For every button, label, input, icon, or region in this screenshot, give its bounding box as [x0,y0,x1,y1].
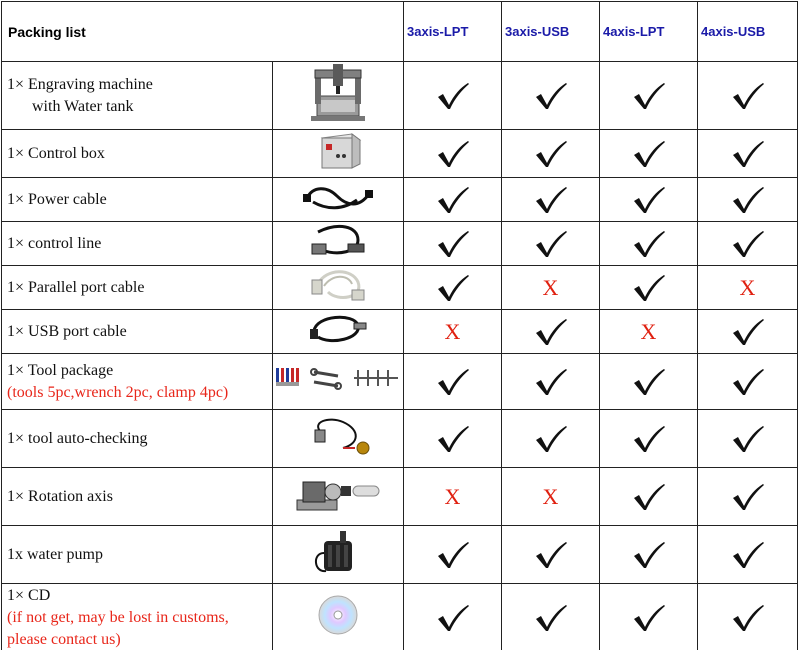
included-cell [698,178,798,222]
item-description [2,468,273,526]
included-cell [502,130,600,178]
check-icon [632,372,666,389]
water-pump-icon [310,564,366,581]
item-picture [273,222,404,266]
item-description [2,584,273,650]
check-icon [731,86,765,103]
check-icon [534,545,568,562]
check-icon [436,278,470,295]
included-cell [698,468,798,526]
rotation-axis-icon [293,503,383,520]
item-name: control line [28,234,102,252]
not-included-cell [698,266,798,310]
item-qty: 1x [7,545,23,563]
item-picture [273,178,404,222]
packing-list-title: Packing list [2,2,404,62]
included-cell [404,178,502,222]
item-name: tool auto-checking [28,429,148,447]
included-cell [404,584,502,650]
included-cell [698,222,798,266]
item-qty: 1× [7,487,25,505]
column-header-4axis-lpt: 4axis-LPT [600,2,698,62]
check-icon [534,86,568,103]
check-icon [534,372,568,389]
check-icon [632,487,666,504]
included-cell [600,178,698,222]
check-icon [534,322,568,339]
check-icon [731,144,765,161]
item-qty: 1× [7,75,25,93]
included-cell [404,62,502,130]
table-row [2,178,798,222]
check-icon [731,487,765,504]
x-icon: X [444,318,461,344]
included-cell [600,222,698,266]
item-description [2,178,273,222]
check-icon [436,372,470,389]
check-icon [436,429,470,446]
item-qty: 1× [7,322,25,340]
item-description [2,526,273,584]
included-cell [404,222,502,266]
item-name: CD [28,586,51,604]
item-name: Tool package [27,361,114,379]
check-icon [436,86,470,103]
not-included-cell [404,310,502,354]
item-picture [273,62,404,130]
check-icon [534,144,568,161]
item-qty: 1× [7,190,25,208]
check-icon [632,429,666,446]
x-icon: X [444,483,461,509]
check-icon [632,278,666,295]
table-row [2,468,798,526]
item-picture [273,584,404,650]
item-name: Control box [28,144,105,162]
table-row [2,526,798,584]
check-icon [632,144,666,161]
included-cell [698,410,798,468]
column-header-4axis-usb: 4axis-USB [698,2,798,62]
cnc-machine-icon [303,111,373,128]
check-icon [632,545,666,562]
included-cell [698,310,798,354]
x-icon: X [739,274,756,300]
item-picture [273,410,404,468]
included-cell [502,222,600,266]
check-icon [731,545,765,562]
included-cell [404,130,502,178]
check-icon [436,144,470,161]
table-row [2,584,798,650]
check-icon [731,429,765,446]
included-cell [404,526,502,584]
included-cell [600,526,698,584]
item-picture [273,266,404,310]
included-cell [600,62,698,130]
included-cell [502,526,600,584]
included-cell [698,526,798,584]
check-icon [632,234,666,251]
check-icon [632,608,666,625]
included-cell [698,584,798,650]
included-cell [698,354,798,410]
item-qty: 1× [7,429,25,447]
check-icon [731,372,765,389]
included-cell [502,354,600,410]
check-icon [436,190,470,207]
included-cell [600,468,698,526]
included-cell [404,354,502,410]
parallel-cable-icon [308,291,368,308]
item-note-line2: please contact us) [7,630,121,648]
control-line-icon [308,247,368,264]
check-icon [632,86,666,103]
check-icon [436,545,470,562]
item-picture [273,526,404,584]
item-picture [273,310,404,354]
item-picture [273,354,404,410]
x-icon: X [542,483,559,509]
item-name-line2: with Water tank [32,97,134,115]
table-row [2,62,798,130]
included-cell [404,266,502,310]
item-qty: 1× [7,278,25,296]
included-cell [600,584,698,650]
check-icon [436,608,470,625]
table-row [2,410,798,468]
item-qty: 1× [7,234,25,252]
item-note: (if not get, may be lost in customs, [7,608,229,626]
not-included-cell [502,468,600,526]
not-included-cell [600,310,698,354]
included-cell [698,62,798,130]
table-row [2,222,798,266]
included-cell [600,410,698,468]
column-header-3axis-lpt: 3axis-LPT [404,2,502,62]
included-cell [502,584,600,650]
item-description [2,62,273,130]
header-row [2,2,798,62]
packing-list-table [1,1,798,650]
item-description [2,310,273,354]
check-icon [731,190,765,207]
column-header-3axis-usb: 3axis-USB [502,2,600,62]
check-icon [436,234,470,251]
item-name: Engraving machine [28,75,153,93]
not-included-cell [404,468,502,526]
item-qty: 1× [7,144,25,162]
table-row [2,266,798,310]
included-cell [600,354,698,410]
check-icon [731,234,765,251]
tool-package-icon [274,381,402,398]
item-name: Parallel port cable [28,278,145,296]
item-description [2,266,273,310]
included-cell [502,410,600,468]
item-qty: 1× [7,361,25,379]
check-icon [534,608,568,625]
item-description [2,130,273,178]
item-name: Power cable [28,190,107,208]
tool-sensor-icon [303,445,373,462]
included-cell [404,410,502,468]
item-name: Rotation axis [28,487,113,505]
included-cell [502,310,600,354]
cd-disc-icon [316,624,360,641]
item-note: (tools 5pc,wrench 2pc, clamp 4pc) [7,383,229,401]
item-picture [273,468,404,526]
included-cell [698,130,798,178]
item-description [2,354,273,410]
included-cell [502,62,600,130]
usb-cable-icon [306,334,370,351]
table-row [2,130,798,178]
x-icon: X [640,318,657,344]
item-description [2,410,273,468]
table-row [2,354,798,410]
included-cell [600,266,698,310]
check-icon [534,429,568,446]
power-cable-icon [303,199,373,216]
check-icon [534,234,568,251]
included-cell [600,130,698,178]
check-icon [632,190,666,207]
not-included-cell [502,266,600,310]
item-picture [273,130,404,178]
check-icon [731,608,765,625]
item-name: water pump [27,545,103,563]
item-name: USB port cable [28,322,127,340]
check-icon [534,190,568,207]
included-cell [502,178,600,222]
x-icon: X [542,274,559,300]
control-box-icon [308,159,368,176]
check-icon [731,322,765,339]
item-description [2,222,273,266]
item-qty: 1× [7,586,25,604]
table-row [2,310,798,354]
